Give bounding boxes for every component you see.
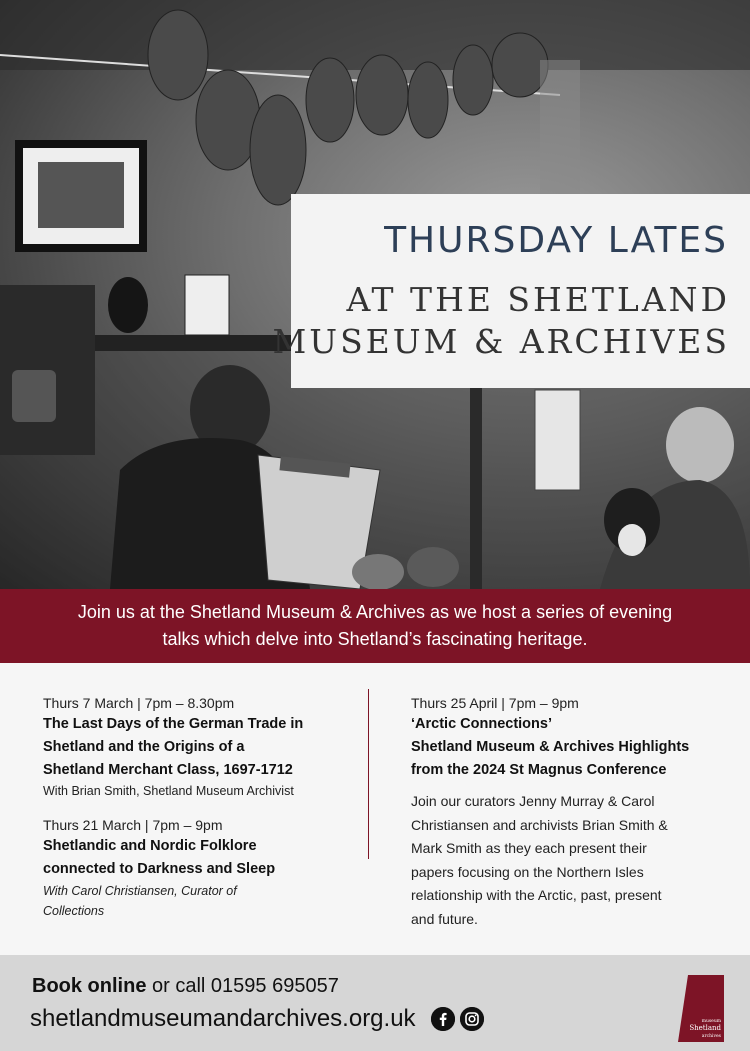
- booking-info: [32, 975, 339, 998]
- event-1-date: Thurs 7 March | 7pm – 8.30pm: [43, 695, 235, 711]
- svg-text:Shetland: Shetland: [689, 1024, 721, 1032]
- column-divider: [368, 689, 369, 859]
- phone-text: or call 01595 695057: [146, 975, 339, 997]
- shetland-museum-logo: [678, 975, 724, 1042]
- event-3-desc-line: Christiansen and archivists Brian Smith &: [411, 816, 668, 833]
- event-3-desc-line: and future.: [411, 910, 478, 927]
- svg-text:museum: museum: [701, 1019, 721, 1024]
- event-3-title-line: Shetland Museum & Archives Highlights: [411, 739, 690, 755]
- event-3-desc-line: Mark Smith as they each present their: [411, 840, 647, 856]
- event-3-desc-line: Join our curators Jenny Murray & Carol: [411, 793, 655, 809]
- event-series-title: THURSDAY LATES: [384, 220, 728, 261]
- event-1-title-line: The Last Days of the German Trade in: [43, 716, 304, 732]
- venue-title-line-2: MUSEUM & ARCHIVES: [272, 322, 730, 361]
- intro-line-1: Join us at the Shetland Museum & Archives as we host a series of evening: [77, 602, 673, 622]
- events-left-column: [43, 693, 353, 921]
- events-right-column: [411, 693, 721, 931]
- instagram-icon[interactable]: [460, 1007, 484, 1031]
- event-3-desc-line: relationship with the Arctic, past, present: [411, 887, 662, 903]
- website-url[interactable]: shetlandmuseumandarchives.org.uk: [30, 1005, 416, 1032]
- event-3-date: Thurs 25 April | 7pm – 9pm: [411, 695, 579, 711]
- event-3-desc-line: papers focusing on the Northern Isles: [411, 863, 644, 880]
- facebook-icon[interactable]: [431, 1007, 455, 1031]
- svg-text:archives: archives: [701, 1034, 721, 1039]
- footer: [0, 955, 750, 1051]
- event-1-title-line: Shetland Merchant Class, 1697-1712: [43, 762, 293, 778]
- intro-line-2: talks which delve into Shetland’s fascinating heritage.: [162, 629, 588, 649]
- events-section: [0, 663, 750, 955]
- event-2-title-line: Shetlandic and Nordic Folklore: [43, 838, 257, 854]
- title-box: [272, 194, 750, 388]
- event-1-title-line: Shetland and the Origins of a: [43, 739, 245, 755]
- venue-title-line-1: AT THE SHETLAND: [346, 280, 730, 319]
- event-2-speaker-line: With Carol Christiansen, Curator of: [43, 884, 237, 898]
- event-2-title-line: connected to Darkness and Sleep: [43, 861, 276, 877]
- event-2-speaker-line: Collections: [43, 904, 105, 918]
- event-3-description: [411, 790, 721, 931]
- event-1-speaker: With Brian Smith, Shetland Museum Archivist: [43, 784, 294, 798]
- event-3-title-line: from the 2024 St Magnus Conference: [411, 762, 667, 778]
- event-3-title-line: ‘Arctic Connections’: [411, 716, 552, 732]
- intro-banner: [0, 589, 750, 663]
- book-online-link[interactable]: Book online: [32, 975, 147, 997]
- event-2-date: Thurs 21 March | 7pm – 9pm: [43, 817, 223, 833]
